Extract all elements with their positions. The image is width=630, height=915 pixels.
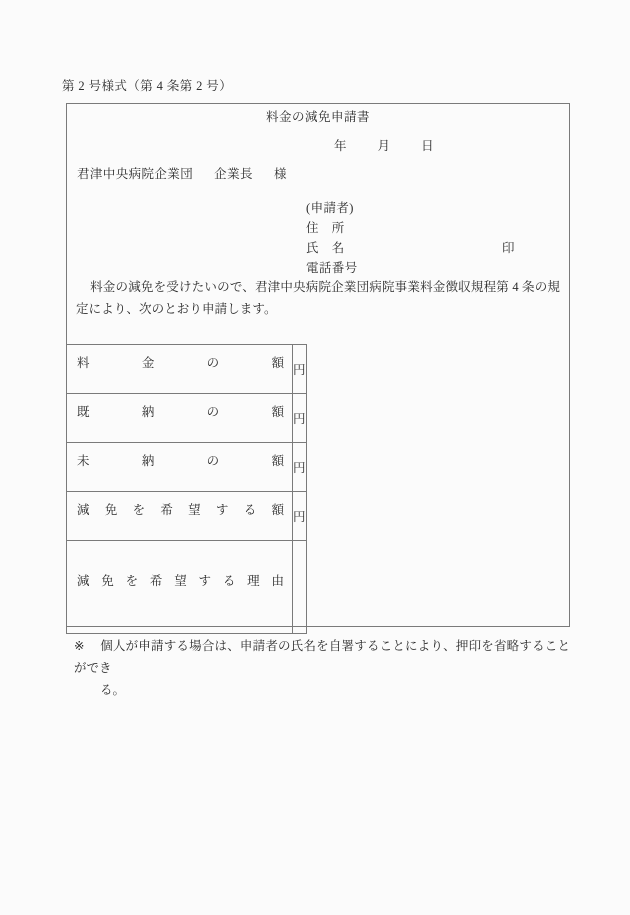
addressee-officer: 企業長 (214, 167, 253, 181)
footnote (74, 635, 570, 701)
row-label-reason: 減免を希望する理由 (77, 573, 284, 588)
row-value-unit-requested-reduction: 円 (293, 510, 306, 524)
footnote-mark-icon: ※ (74, 639, 85, 653)
applicant-address-label: 住 所 (306, 221, 345, 235)
year-label: 年 (334, 139, 347, 153)
row-label-cell (67, 394, 293, 443)
form-number-label: 第 2 号様式（第 4 条第 2 号） (62, 79, 233, 93)
footnote-line-2: る。 (100, 683, 126, 697)
applicant-name-label: 氏 名 (306, 241, 345, 255)
amounts-table (66, 344, 307, 634)
addressee-organization: 君津中央病院企業団 (77, 167, 194, 181)
row-label-unpaid: 未納の額 (77, 453, 284, 468)
row-value-cell[interactable] (293, 345, 307, 394)
addressee-line (77, 164, 287, 182)
day-label: 日 (421, 139, 434, 153)
row-label-cell (67, 541, 293, 634)
table-row (67, 443, 307, 492)
month-label: 月 (377, 139, 391, 153)
request-statement-text: 料金の減免を受けたいので、君津中央病院企業団病院事業料金徴収規程第 4 条の規定により、次のとおり申請します。 (76, 280, 560, 316)
table-row (67, 345, 307, 394)
applicant-heading: (申請者) (306, 201, 354, 215)
document-title: 料金の減免申請書 (265, 110, 370, 124)
row-label-cell (67, 345, 293, 394)
row-value-unit-fee-amount: 円 (293, 363, 306, 377)
row-value-unit-unpaid: 円 (293, 461, 306, 475)
row-value-unit-already-paid: 円 (293, 412, 306, 426)
row-label-cell (67, 492, 293, 541)
applicant-address-row[interactable] (306, 218, 358, 238)
request-statement-paragraph (76, 276, 560, 320)
form-header-area (67, 104, 569, 344)
applicant-phone-label: 電話番号 (306, 261, 358, 275)
row-value-cell[interactable] (293, 443, 307, 492)
addressee-honorific: 様 (273, 167, 287, 181)
application-form-frame (66, 103, 570, 627)
applicant-phone-row[interactable] (306, 258, 358, 278)
table-row (67, 541, 307, 634)
row-label-requested-reduction: 減免を希望する額 (77, 502, 284, 517)
row-label-fee-amount: 料金の額 (77, 355, 284, 370)
table-row (67, 492, 307, 541)
table-row (67, 394, 307, 443)
applicant-block (306, 198, 515, 278)
date-entry-line (67, 136, 569, 154)
seal-mark-label: 印 (502, 241, 515, 255)
footnote-line-1: 個人が申請する場合は、申請者の氏名を自署することにより、押印を省略することができ (74, 639, 570, 675)
row-value-cell-reason[interactable] (293, 541, 307, 634)
row-value-cell[interactable] (293, 394, 307, 443)
applicant-heading-row (306, 198, 358, 218)
applicant-name-row[interactable] (306, 238, 515, 258)
row-label-already-paid: 既納の額 (77, 404, 284, 419)
row-label-cell (67, 443, 293, 492)
row-value-cell[interactable] (293, 492, 307, 541)
